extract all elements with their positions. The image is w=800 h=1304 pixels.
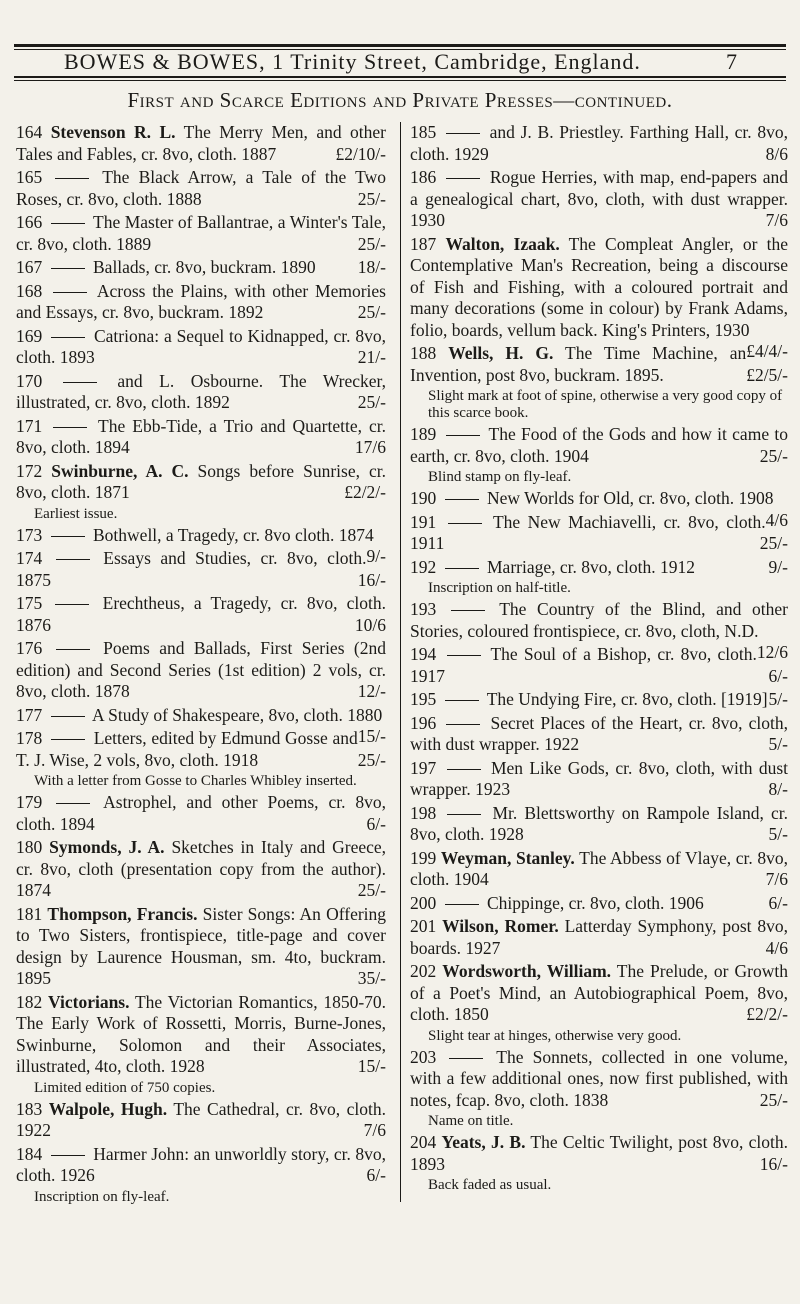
entry-text: The Undying Fire, cr. 8vo, cloth. [1919] xyxy=(486,689,768,709)
entry-number: 178 xyxy=(16,728,43,748)
entry-number: 176 xyxy=(16,638,43,658)
entry-note: Name on title. xyxy=(428,1113,514,1129)
catalogue-entry xyxy=(410,557,788,579)
section-title: First and Scarce Editions and Private Presses—continued. xyxy=(127,88,673,112)
catalogue-entry xyxy=(410,1047,788,1112)
entry-number: 167 xyxy=(16,257,43,277)
entry-price: 6/- xyxy=(366,813,386,834)
ditto-dash xyxy=(447,655,481,656)
entry-author: Symonds, J. A. xyxy=(49,837,165,857)
entry-text: Across the Plains, with other Memories and Essays, cr. 8vo, buckram. 1892 xyxy=(16,280,386,322)
entry-number: 173 xyxy=(16,524,43,545)
entry-author: Weyman, Stanley. xyxy=(440,847,575,868)
catalogue-entry xyxy=(410,167,788,232)
entry-price: 16/- xyxy=(357,569,386,590)
entry-price: 9/- xyxy=(768,556,788,577)
entry-text: New Worlds for Old, cr. 8vo, cloth. 1908 xyxy=(487,488,774,508)
catalogue-entry xyxy=(16,1144,386,1187)
entry-number: 189 xyxy=(410,424,437,444)
entry-price: 7/6 xyxy=(765,210,788,230)
entry-price: £2/10/- xyxy=(335,143,386,164)
header-rule xyxy=(14,76,786,78)
ditto-dash xyxy=(446,178,480,179)
entry-number: 170 xyxy=(16,370,43,391)
entry-number: 186 xyxy=(410,167,437,187)
ditto-dash xyxy=(63,382,97,383)
ditto-dash xyxy=(56,649,90,650)
entry-text: The Food of the Gods and how it came to earth, cr. 8vo, cloth. 1904 xyxy=(410,424,788,466)
catalogue-entry xyxy=(16,548,386,591)
column-divider xyxy=(400,122,401,1202)
entry-price: 7/6 xyxy=(765,869,788,889)
catalogue-entry xyxy=(410,1132,788,1175)
entry-price: 8/- xyxy=(768,779,788,799)
entry-price: 18/- xyxy=(357,257,386,277)
entry-text: The Victorian Romantics, 1850-70. The Early Work of Rossetti, Morris, Burne-Jones, Swinburne, Solomon and their Associates, illustrated, 4to, cloth. 1928 xyxy=(16,991,387,1076)
entry-author: Walton, Izaak. xyxy=(445,233,560,254)
entry-note: Inscription on fly-leaf. xyxy=(34,1188,170,1205)
entry-price: £2/2/- xyxy=(344,482,386,502)
ditto-dash xyxy=(53,427,87,428)
entry-number: 187 xyxy=(410,233,437,254)
entry-note: With a letter from Gosse to Charles Whibley inserted. xyxy=(34,773,357,789)
ditto-dash xyxy=(51,1155,85,1156)
entry-text: Ballads, cr. 8vo, buckram. 1890 xyxy=(93,257,316,277)
ditto-dash xyxy=(445,700,479,701)
entry-number: 177 xyxy=(16,704,43,725)
catalogue-entry xyxy=(16,281,386,324)
page-header xyxy=(14,48,786,76)
entry-text: The Prelude, or Growth of a Poet's Mind, an Autobiographical Poem, 8vo, cloth. 1850 xyxy=(410,961,788,1024)
entry-number: 199 xyxy=(410,847,437,868)
entry-number: 164 xyxy=(16,122,43,142)
entry-number: 197 xyxy=(410,757,437,778)
entry-number: 203 xyxy=(410,1046,437,1067)
catalogue-entry xyxy=(16,326,386,369)
entry-price: 5/- xyxy=(768,689,788,709)
ditto-dash xyxy=(448,523,482,524)
catalogue-entry xyxy=(410,893,788,915)
entry-text: Latterday Symphony, post 8vo, boards. 1927 xyxy=(410,916,788,958)
ditto-dash xyxy=(51,337,85,338)
entry-number: 182 xyxy=(16,991,43,1012)
catalogue-entry xyxy=(410,689,788,711)
ditto-dash xyxy=(51,268,85,269)
entry-text: The Black Arrow, a Tale of the Two Roses, cr. 8vo, cloth. 1888 xyxy=(16,167,386,209)
entry-price: 15/- xyxy=(357,1056,386,1076)
entry-text: The Abbess of Vlaye, cr. 8vo, cloth. 1904 xyxy=(410,847,789,889)
ditto-dash xyxy=(53,292,87,293)
catalogue-entry xyxy=(410,343,788,386)
entry-price: 25/- xyxy=(357,749,386,770)
entry-author: Wilson, Romer. xyxy=(442,916,559,936)
catalogue-entry xyxy=(410,848,788,891)
catalogue-entry xyxy=(16,728,386,771)
ditto-dash xyxy=(446,133,480,134)
entry-price: 25/- xyxy=(357,302,386,322)
entry-price: 4/6 xyxy=(765,937,788,958)
entry-number: 188 xyxy=(410,343,437,363)
catalogue-entry xyxy=(410,509,788,555)
entry-text: Sister Songs: An Offering to Two Sisters, frontispiece, title-page and cover design by Laurence Housman, sm. 4to, buckram. 1895 xyxy=(16,903,387,988)
entry-text: Men Like Gods, cr. 8vo, cloth, with dust wrapper. 1923 xyxy=(410,757,789,799)
entry-author: Walpole, Hugh. xyxy=(48,1098,168,1119)
entry-text: Mr. Blettsworthy on Rampole Island, cr. 8vo, cloth. 1928 xyxy=(410,802,789,844)
entry-author: Yeats, J. B. xyxy=(441,1132,526,1152)
entry-number: 183 xyxy=(16,1098,43,1119)
entry-text: The New Machiavelli, cr. 8vo, cloth. 1911 xyxy=(410,511,766,553)
publisher-address: BOWES & BOWES, 1 Trinity Street, Cambridge, England. xyxy=(64,49,641,74)
entry-number: 190 xyxy=(410,488,437,508)
entry-text: Harmer John: an unworldly story, cr. 8vo, cloth. 1926 xyxy=(16,1143,387,1185)
ditto-dash xyxy=(451,610,485,611)
ditto-dash xyxy=(449,1058,483,1059)
entry-price: 25/- xyxy=(759,533,788,553)
entry-price: 25/- xyxy=(357,188,386,209)
entry-note: Blind stamp on fly-leaf. xyxy=(428,469,572,485)
entry-author: Stevenson R. L. xyxy=(50,122,176,142)
entry-number: 171 xyxy=(16,415,43,436)
catalogue-entry xyxy=(410,916,788,959)
catalogue-entry xyxy=(16,122,386,165)
page-number: 7 xyxy=(726,49,738,74)
entry-price: 35/- xyxy=(357,968,386,988)
entry-text: Erechtheus, a Tragedy, cr. 8vo, cloth. 1876 xyxy=(16,593,387,635)
ditto-dash xyxy=(55,178,89,179)
entry-price: 12/6 xyxy=(756,642,788,662)
entry-price: £2/5/- xyxy=(746,364,788,385)
entry-number: 174 xyxy=(16,548,43,568)
entry-text: The Sonnets, collected in one volume, with a few additional ones, now first published, with notes, fcap. 8vo, cloth. 1838 xyxy=(410,1046,789,1110)
catalogue-entry xyxy=(16,167,386,210)
ditto-dash xyxy=(447,814,481,815)
entry-note: Limited edition of 750 copies. xyxy=(34,1079,216,1096)
entry-number: 195 xyxy=(410,689,437,709)
entry-number: 194 xyxy=(410,644,437,664)
entry-price: 6/- xyxy=(768,665,788,686)
entry-author: Wordsworth, William. xyxy=(442,961,612,981)
entry-note: Back faded as usual. xyxy=(428,1177,552,1193)
entry-price: 25/- xyxy=(759,1089,788,1110)
entry-price: £2/2/- xyxy=(746,1004,788,1024)
entry-number: 198 xyxy=(410,802,437,823)
entry-number: 181 xyxy=(16,903,43,924)
entry-price: 16/- xyxy=(759,1153,788,1174)
entry-number: 193 xyxy=(410,599,437,619)
entry-price: 9/- xyxy=(366,546,386,566)
entry-note: Slight mark at foot of spine, otherwise a very good copy of this scarce book. xyxy=(428,388,783,421)
entry-price: 25/- xyxy=(357,392,386,412)
catalogue-entry xyxy=(410,758,788,801)
entry-note: Slight tear at hinges, otherwise very good. xyxy=(428,1027,682,1044)
entry-text: Poems and Ballads, First Series (2nd edition) and Second Series (1st edition) 2 vols, cr. 8vo, cloth. 1878 xyxy=(16,638,387,701)
entry-number: 166 xyxy=(16,212,43,232)
entry-text: and L. Osbourne. The Wrecker, illustrated, cr. 8vo, cloth. 1892 xyxy=(16,370,387,412)
entry-text: and J. B. Priestley. Farthing Hall, cr. 8vo, cloth. 1929 xyxy=(410,122,788,164)
top-rule xyxy=(14,44,786,47)
entry-text: Rogue Herries, with map, end-papers and a genealogical chart, 8vo, cloth, with dust wrapper. 1930 xyxy=(410,167,789,230)
entry-number: 204 xyxy=(410,1132,437,1152)
entry-text: A Study of Shakespeare, 8vo, cloth. 1880 xyxy=(92,704,383,725)
entry-text: The Soul of a Bishop, cr. 8vo, cloth. 1917 xyxy=(410,644,757,686)
catalogue-entry xyxy=(16,461,386,504)
entry-author: Swinburne, A. C. xyxy=(51,460,189,481)
entry-price: 4/6 xyxy=(765,509,788,530)
entry-text: The Compleat Angler, or the Contemplative Man's Recreation, being a discourse of Fish and Fishing, with a coloured portrait and many decorations (some in colour) by Frank Adams, folio, boards, vellum back. King's Printers, 1930 xyxy=(410,233,788,340)
entry-text: Astrophel, and other Poems, cr. 8vo, cloth. 1894 xyxy=(16,792,386,834)
ditto-dash xyxy=(51,223,85,224)
entry-text: Catriona: a Sequel to Kidnapped, cr. 8vo, cloth. 1893 xyxy=(16,325,387,367)
entry-number: 201 xyxy=(410,916,437,936)
ditto-dash xyxy=(51,716,85,717)
ditto-dash xyxy=(446,435,480,436)
entry-number: 165 xyxy=(16,167,43,187)
entry-text: Secret Places of the Heart, cr. 8vo, cloth, with dust wrapper. 1922 xyxy=(410,712,788,754)
catalogue-entry xyxy=(16,638,386,703)
entry-price: 6/- xyxy=(366,1165,386,1185)
entry-author: Victorians. xyxy=(48,991,130,1012)
catalogue-entry xyxy=(410,644,788,687)
entry-price: 25/- xyxy=(357,233,386,254)
entry-number: 180 xyxy=(16,837,43,857)
ditto-dash xyxy=(56,803,90,804)
ditto-dash xyxy=(447,769,481,770)
entry-note: Earliest issue. xyxy=(34,505,118,522)
catalogue-entry xyxy=(16,904,386,990)
entry-price: 21/- xyxy=(357,347,386,367)
entry-number: 184 xyxy=(16,1143,43,1164)
entry-number: 169 xyxy=(16,325,43,346)
entry-text: Marriage, cr. 8vo, cloth. 1912 xyxy=(487,556,696,577)
ditto-dash xyxy=(51,536,85,537)
entry-price: 7/6 xyxy=(363,1120,386,1140)
entry-number: 168 xyxy=(16,280,43,301)
entry-price: 8/6 xyxy=(765,143,788,164)
entry-number: 200 xyxy=(410,892,437,913)
entry-text: Chippinge, cr. 8vo, cloth. 1906 xyxy=(487,892,704,913)
catalogue-entry xyxy=(410,961,788,1026)
entry-number: 172 xyxy=(16,460,43,481)
entry-number: 179 xyxy=(16,792,43,812)
entry-text: The Merry Men, and other Tales and Fables, cr. 8vo, cloth. 1887 xyxy=(16,122,386,164)
entry-text: The Time Machine, an Invention, post 8vo, buckram. 1895. xyxy=(410,343,747,385)
catalogue-entry xyxy=(410,424,788,467)
entry-text: The Cathedral, cr. 8vo, cloth. 1922 xyxy=(16,1098,386,1140)
catalogue-entry xyxy=(16,371,386,414)
entry-price: 25/- xyxy=(759,445,788,466)
ditto-dash xyxy=(446,724,480,725)
catalogue-entry xyxy=(16,992,386,1078)
catalogue-entry xyxy=(410,122,788,165)
entry-price: 5/- xyxy=(768,734,788,754)
entry-text: The Celtic Twilight, post 8vo, cloth. 1893 xyxy=(410,1132,789,1174)
left-column xyxy=(16,122,386,1208)
entry-price: 25/- xyxy=(357,880,386,900)
right-column xyxy=(410,122,788,1196)
ditto-dash xyxy=(51,739,85,740)
entry-text: Essays and Studies, cr. 8vo, cloth. 1875 xyxy=(16,548,367,590)
catalogue-entry xyxy=(410,713,788,756)
entry-number: 185 xyxy=(410,122,437,142)
ditto-dash xyxy=(445,499,479,500)
catalogue-entry xyxy=(16,593,386,636)
catalogue-entry xyxy=(16,416,386,459)
entry-price: 12/- xyxy=(357,681,386,701)
entry-number: 196 xyxy=(410,712,437,733)
entry-price: 17/6 xyxy=(354,437,386,457)
catalogue-entry xyxy=(16,257,386,279)
entry-text: Songs before Sunrise, cr. 8vo, cloth. 1871 xyxy=(16,460,387,502)
entry-number: 192 xyxy=(410,556,437,577)
catalogue-entry xyxy=(16,212,386,255)
entry-text: Sketches in Italy and Greece, cr. 8vo, cloth (presentation copy from the author). 1874 xyxy=(16,837,387,900)
entry-author: Thompson, Francis. xyxy=(47,903,198,924)
entry-note: Inscription on half-title. xyxy=(428,580,571,596)
header-rule-thin xyxy=(14,80,786,81)
entry-text: The Country of the Blind, and other Stories, coloured frontispiece, cr. 8vo, cloth, N.D. xyxy=(410,599,789,641)
catalogue-entry xyxy=(410,803,788,846)
catalogue-entry xyxy=(16,837,386,902)
entry-text: Bothwell, a Tragedy, cr. 8vo cloth. 1874 xyxy=(93,524,374,545)
catalogue-entry xyxy=(16,1099,386,1142)
entry-text: The Ebb-Tide, a Trio and Quartette, cr. 8vo, cloth. 1894 xyxy=(16,415,387,457)
entry-price: £4/4/- xyxy=(746,341,788,361)
entry-number: 191 xyxy=(410,511,437,532)
ditto-dash xyxy=(445,904,479,905)
entry-number: 202 xyxy=(410,961,437,981)
entry-price: 15/- xyxy=(357,726,386,746)
entry-number: 175 xyxy=(16,593,43,613)
ditto-dash xyxy=(55,604,89,605)
entry-price: 6/- xyxy=(768,892,788,913)
ditto-dash xyxy=(445,568,479,569)
entry-text: Letters, edited by Edmund Gosse and T. J. Wise, 2 vols, 8vo, cloth. 1918 xyxy=(16,728,358,770)
entry-price: 10/6 xyxy=(354,614,386,635)
ditto-dash xyxy=(56,559,90,560)
entry-text: The Master of Ballantrae, a Winter's Tale, cr. 8vo, cloth. 1889 xyxy=(16,212,387,254)
catalogue-entry xyxy=(16,792,386,835)
entry-price: 5/- xyxy=(768,824,788,844)
entry-author: Wells, H. G. xyxy=(448,343,554,363)
